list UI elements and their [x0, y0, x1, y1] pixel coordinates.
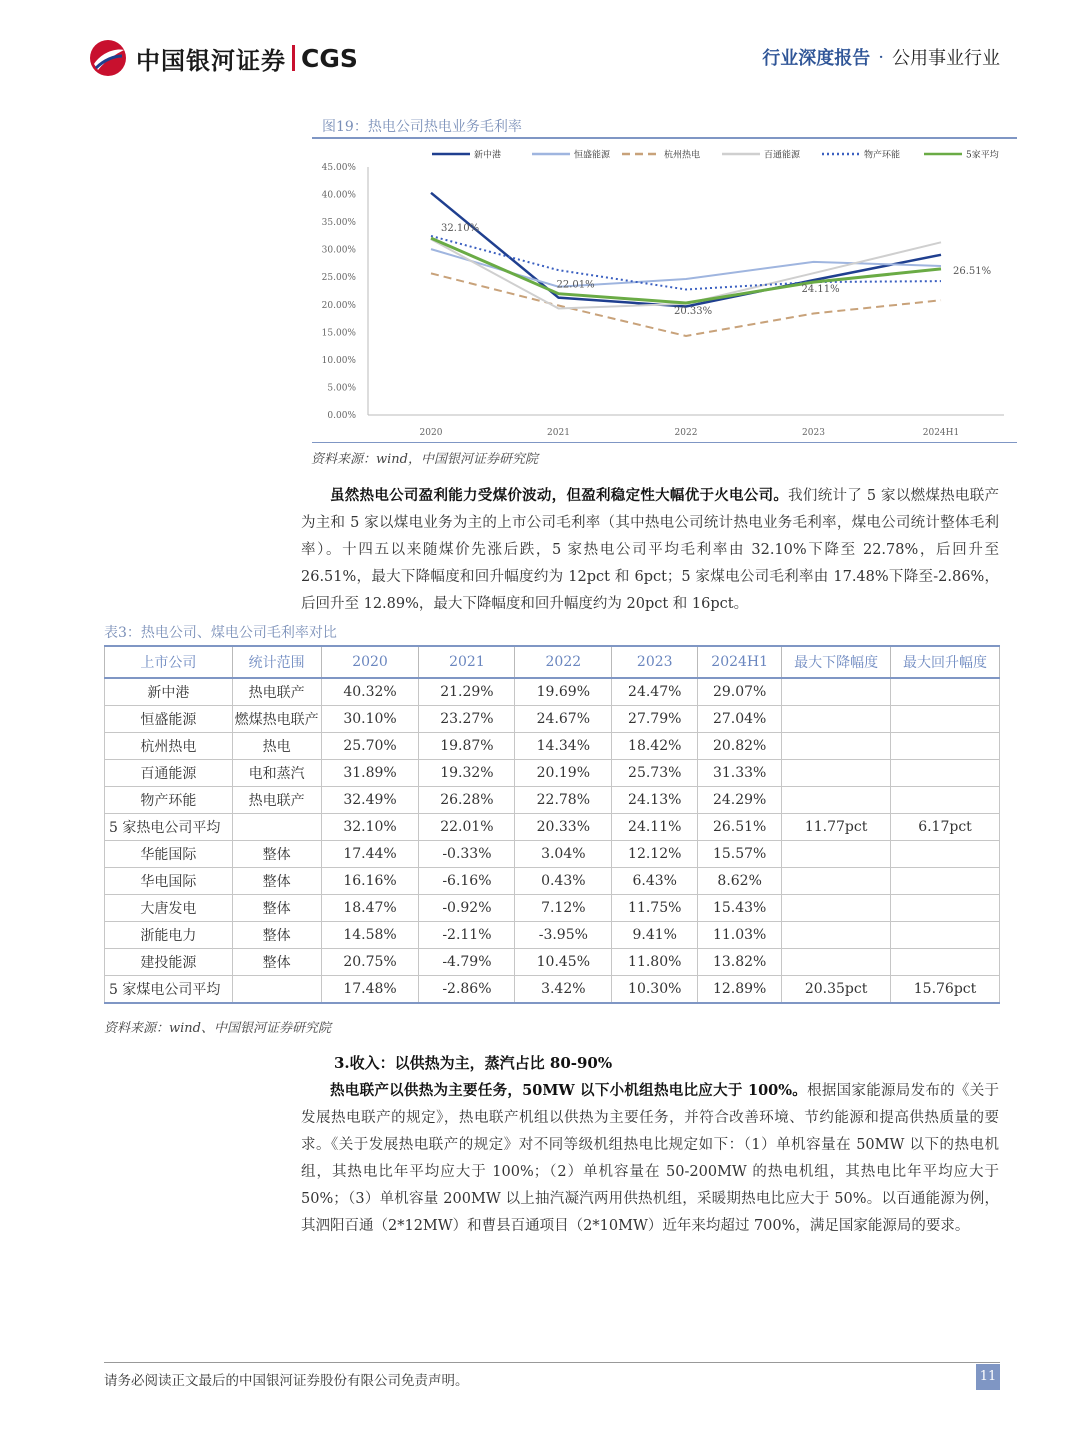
table-row [105, 787, 1000, 814]
table-cell [891, 760, 1000, 787]
table-cell: 20.82% [698, 733, 782, 760]
table-cell: -6.16% [419, 868, 515, 895]
table-cell: 12.89% [698, 976, 782, 1004]
table-cell: 13.82% [698, 949, 782, 976]
table-cell: 11.03% [698, 922, 782, 949]
table-cell [232, 976, 321, 1004]
table-cell: 电和蒸汽 [232, 760, 321, 787]
table-cell: 24.11% [612, 814, 698, 841]
table-cell [782, 760, 891, 787]
table-cell [782, 949, 891, 976]
table-cell: 20.75% [321, 949, 419, 976]
table-cell: 22.78% [515, 787, 612, 814]
x-tick-label: 2024H1 [922, 428, 960, 438]
table-cell: 30.10% [321, 706, 419, 733]
footer-disclaimer: 请务必阅读正文最后的中国银河证券股份有限公司免责声明。 [104, 1373, 469, 1389]
table-cell: 14.34% [515, 733, 612, 760]
data-label: 20.33% [674, 305, 713, 317]
table-cell: 16.16% [321, 868, 419, 895]
table-cell: 11.77pct [782, 814, 891, 841]
table-cell: 5 家煤电公司平均 [105, 976, 233, 1004]
table-cell [782, 787, 891, 814]
industry-label: 公用事业行业 [892, 48, 1000, 69]
table-cell [891, 868, 1000, 895]
y-tick-label: 15.00% [321, 328, 356, 339]
table-row [105, 678, 1000, 706]
table-cell: 22.01% [419, 814, 515, 841]
table-cell: 热电 [232, 733, 321, 760]
table-header-cell: 最大下降幅度 [782, 646, 891, 678]
table-header-cell: 2021 [419, 646, 515, 678]
table-cell: 32.10% [321, 814, 419, 841]
table-cell: 10.30% [612, 976, 698, 1004]
table-cell [782, 922, 891, 949]
table-cell: -2.86% [419, 976, 515, 1004]
report-header [762, 44, 1000, 70]
table-cell [891, 678, 1000, 706]
table-cell: 3.42% [515, 976, 612, 1004]
paragraph-lead: 虽然热电公司盈利能力受煤价波动，但盈利稳定性大幅优于火电公司。 [330, 487, 789, 504]
table-row [105, 814, 1000, 841]
table-cell: 27.79% [612, 706, 698, 733]
y-tick-label: 10.00% [321, 355, 356, 366]
table-cell [782, 895, 891, 922]
table-cell: 20.35pct [782, 976, 891, 1004]
table-cell [891, 841, 1000, 868]
x-tick-label: 2020 [419, 428, 443, 438]
table-cell: 27.04% [698, 706, 782, 733]
y-tick-label: 20.00% [321, 300, 356, 311]
table-cell: 百通能源 [105, 760, 233, 787]
table-header-cell: 最大回升幅度 [891, 646, 1000, 678]
table-cell [891, 706, 1000, 733]
table-cell: 5 家热电公司平均 [105, 814, 233, 841]
y-tick-label: 5.00% [327, 383, 356, 394]
brand-divider [292, 45, 295, 71]
table-cell: 物产环能 [105, 787, 233, 814]
margin-line-chart [312, 140, 1017, 442]
table-cell: 11.75% [612, 895, 698, 922]
table-cell: 整体 [232, 949, 321, 976]
table-header-cell: 统计范围 [232, 646, 321, 678]
data-label: 22.01% [556, 279, 595, 291]
table-cell [891, 949, 1000, 976]
table-cell [232, 814, 321, 841]
section-paragraph [301, 1077, 999, 1240]
table-header-cell: 2023 [612, 646, 698, 678]
table-cell: 建投能源 [105, 949, 233, 976]
table-cell: 17.44% [321, 841, 419, 868]
table-cell: -3.95% [515, 922, 612, 949]
table-cell: 25.70% [321, 733, 419, 760]
table-cell: 0.43% [515, 868, 612, 895]
table-cell: 24.29% [698, 787, 782, 814]
table-cell: 10.45% [515, 949, 612, 976]
table-cell: 6.17pct [891, 814, 1000, 841]
table-cell: 热电联产 [232, 678, 321, 706]
table-row [105, 976, 1000, 1004]
table-row [105, 760, 1000, 787]
table-source: 资料来源：wind、中国银河证券研究院 [104, 1021, 331, 1036]
data-label: 32.10% [441, 223, 480, 235]
x-tick-label: 2022 [674, 428, 698, 438]
table-cell: 20.19% [515, 760, 612, 787]
table-header-cell: 2022 [515, 646, 612, 678]
header-separator: · [878, 46, 884, 68]
table-cell: 8.62% [698, 868, 782, 895]
table-cell: 26.51% [698, 814, 782, 841]
y-tick-label: 45.00% [321, 163, 356, 173]
table-cell: 7.12% [515, 895, 612, 922]
table-cell: 整体 [232, 922, 321, 949]
table-cell [782, 841, 891, 868]
table-cell: 3.04% [515, 841, 612, 868]
table-cell: 整体 [232, 895, 321, 922]
analysis-paragraph [301, 482, 999, 618]
table-cell: 24.67% [515, 706, 612, 733]
table-cell: 19.32% [419, 760, 515, 787]
table-header-cell: 2020 [321, 646, 419, 678]
table-cell: 26.28% [419, 787, 515, 814]
galaxy-logo-icon [88, 38, 128, 78]
table-row [105, 841, 1000, 868]
table-cell: 32.49% [321, 787, 419, 814]
table-row [105, 895, 1000, 922]
table-cell: 11.80% [612, 949, 698, 976]
table-cell: -4.79% [419, 949, 515, 976]
table-cell: 9.41% [612, 922, 698, 949]
y-tick-label: 25.00% [321, 273, 356, 284]
paragraph-lead: 热电联产以供热为主要任务，50MW 以下小机组热电比应大于 100%。 [330, 1082, 808, 1099]
data-label: 26.51% [953, 265, 992, 277]
table-cell: 华电国际 [105, 868, 233, 895]
table-cell: 6.43% [612, 868, 698, 895]
x-tick-label: 2023 [802, 428, 825, 438]
table-cell [782, 706, 891, 733]
table-cell: 23.27% [419, 706, 515, 733]
table-cell: 大唐发电 [105, 895, 233, 922]
table-cell: 19.87% [419, 733, 515, 760]
table-cell [891, 922, 1000, 949]
table-cell: 整体 [232, 841, 321, 868]
table-cell: 整体 [232, 868, 321, 895]
table-cell: 杭州热电 [105, 733, 233, 760]
legend-label: 恒盛能源 [574, 150, 611, 161]
table-cell [891, 733, 1000, 760]
data-label: 24.11% [801, 284, 840, 296]
table-row [105, 706, 1000, 733]
table-row [105, 733, 1000, 760]
table-title: 表3：热电公司、煤电公司毛利率对比 [104, 625, 337, 641]
table-cell: 21.29% [419, 678, 515, 706]
table-cell: 17.48% [321, 976, 419, 1004]
table-cell: 24.13% [612, 787, 698, 814]
table-cell: 18.47% [321, 895, 419, 922]
table-cell: 热电联产 [232, 787, 321, 814]
y-tick-label: 30.00% [321, 245, 356, 256]
table-cell: 14.58% [321, 922, 419, 949]
table-cell: -0.92% [419, 895, 515, 922]
figure-title: 图19：热电公司热电业务毛利率 [322, 119, 522, 135]
page-number: 11 [976, 1364, 1000, 1390]
table-cell [891, 895, 1000, 922]
table-cell: 31.89% [321, 760, 419, 787]
series-line [431, 239, 941, 308]
figure-source: 资料来源：wind，中国银河证券研究院 [311, 452, 538, 467]
paragraph-body: 我们统计了 5 家以燃煤热电联产为主和 5 家以煤电业务为主的上市公司毛利率（其中热电公司统计热电业务毛利率，煤电公司统计整体毛利率）。十四五以来随煤价先涨后跌，5 家热电公司平均毛利率由 32.10%下降至 22.78%，后回升至 26.51%，最大下降幅度和回升幅度约为 12pct 和 6pct；5 家煤电公司毛利率由 17.48%下降至-2.86%，后回升至 12.89%，最大下降幅度和回升幅度约为 20pct 和 16pct。 [301, 488, 999, 612]
brand-name-cn: 中国银河证券 [136, 46, 286, 75]
brand-logo [88, 36, 368, 80]
table-cell: 20.33% [515, 814, 612, 841]
table-cell: 25.73% [612, 760, 698, 787]
report-type: 行业深度报告 [762, 48, 871, 69]
table-cell: 24.47% [612, 678, 698, 706]
table-cell [782, 868, 891, 895]
table-cell: 新中港 [105, 678, 233, 706]
paragraph-body: 根据国家能源局发布的《关于发展热电联产的规定》，热电联产机组以供热为主要任务，并符合改善环境、节约能源和提高供热质量的要求。《关于发展热电联产的规定》对不同等级机组热电比规定如下：（1）单机容量在 50MW 以下的热电机组，其热电比年平均应大于 100%；（2）单机容量在 50-200MW 的热电机组，其热电比年平均应大于 50%；（3）单机容量 200MW 以上抽汽凝汽两用供热机组，采暖期热电比应大于 50%。以百通能源为例，其泗阳百通（2*12MW）和曹县百通项目（2*10MW）近年来均超过 700%，满足国家能源局的要求。 [301, 1083, 999, 1234]
table-cell [782, 678, 891, 706]
table-cell: 40.32% [321, 678, 419, 706]
legend-label: 物产环能 [864, 150, 901, 161]
table-cell: 15.43% [698, 895, 782, 922]
table-cell: 31.33% [698, 760, 782, 787]
table-cell: -2.11% [419, 922, 515, 949]
table-cell: 19.69% [515, 678, 612, 706]
legend-label: 新中港 [474, 150, 502, 161]
table-cell: 华能国际 [105, 841, 233, 868]
figure-top-rule [312, 137, 1017, 139]
table-cell: 12.12% [612, 841, 698, 868]
table-row [105, 949, 1000, 976]
table-cell: -0.33% [419, 841, 515, 868]
table-header-cell: 2024H1 [698, 646, 782, 678]
y-tick-label: 0.00% [327, 411, 356, 421]
legend-label: 杭州热电 [664, 150, 701, 161]
legend-label: 百通能源 [764, 150, 801, 161]
margin-comparison-table [104, 645, 1000, 1004]
table-cell: 浙能电力 [105, 922, 233, 949]
figure-bottom-rule [312, 442, 1017, 443]
table-cell: 恒盛能源 [105, 706, 233, 733]
table-cell: 29.07% [698, 678, 782, 706]
table-cell: 燃煤热电联产 [232, 706, 321, 733]
table-row [105, 868, 1000, 895]
footer-rule [104, 1362, 1000, 1363]
table-cell: 18.42% [612, 733, 698, 760]
table-cell: 15.57% [698, 841, 782, 868]
table-row [105, 922, 1000, 949]
x-tick-label: 2021 [547, 428, 570, 438]
legend-label: 5家平均 [966, 150, 999, 161]
section-heading: 3.收入：以供热为主，蒸汽占比 80-90% [334, 1054, 613, 1072]
y-tick-label: 35.00% [321, 218, 356, 229]
table-cell [782, 733, 891, 760]
table-cell: 15.76pct [891, 976, 1000, 1004]
brand-name-en: CGS [301, 43, 358, 73]
table-cell [891, 787, 1000, 814]
y-tick-label: 40.00% [321, 190, 356, 201]
table-header-cell: 上市公司 [105, 646, 233, 678]
table-header-row [105, 646, 1000, 678]
